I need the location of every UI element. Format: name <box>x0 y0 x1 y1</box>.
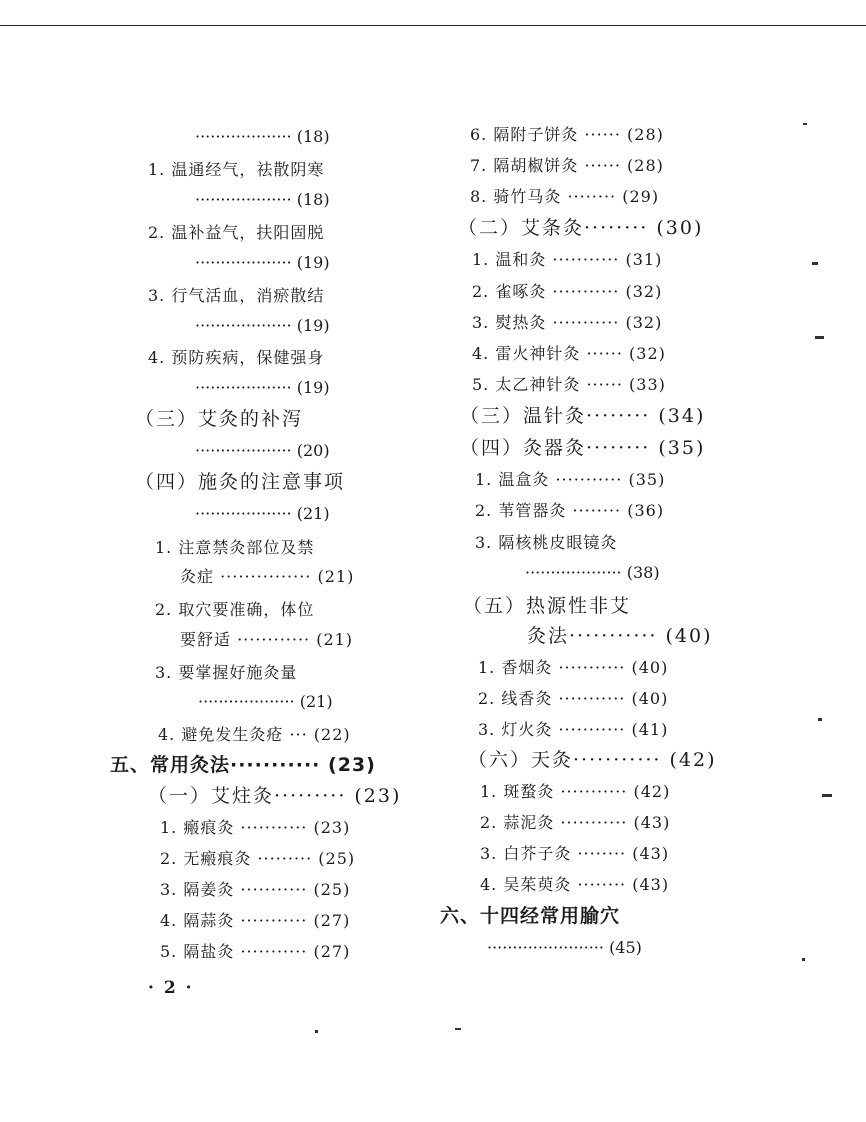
toc-entry: 5. 隔盐灸 ··········· (27) <box>160 942 351 961</box>
toc-entry: 2. 无瘢痕灸 ········· (25) <box>160 849 356 868</box>
toc-entry: ··················· (21) <box>195 504 330 523</box>
scan-speck <box>822 794 832 797</box>
toc-entry: 4. 吴茱萸灸 ········ (43) <box>480 875 670 894</box>
toc-entry: 3. 隔姜灸 ··········· (25) <box>160 880 351 899</box>
toc-entry: 1. 香烟灸 ··········· (40) <box>478 658 669 677</box>
toc-section-heading: （四）施灸的注意事项 <box>135 471 346 493</box>
toc-entry: 8. 骑竹马灸 ········ (29) <box>470 187 660 206</box>
toc-section-heading: （三）温针灸········ (34) <box>460 405 706 427</box>
toc-section-heading: （四）灸器灸········ (35) <box>460 437 706 459</box>
toc-entry: 6. 隔附子饼灸 ······ (28) <box>470 125 664 144</box>
toc-entry: ··················· (18) <box>195 190 330 209</box>
toc-entry: 5. 太乙神针灸 ······ (33) <box>472 375 666 394</box>
toc-section-heading: （二）艾条灸········ (30) <box>458 217 704 239</box>
toc-entry: 灸症 ··············· (21) <box>180 567 355 586</box>
toc-entry: 4. 预防疾病，保健强身 <box>148 348 325 367</box>
toc-entry: 3. 行气活血，消瘀散结 <box>148 286 325 305</box>
toc-entry: ······················· (45) <box>487 938 642 957</box>
toc-entry: 4. 隔蒜灸 ··········· (27) <box>160 911 351 930</box>
toc-entry: 1. 注意禁灸部位及禁 <box>155 538 315 557</box>
toc-section-heading: （五）热源性非艾 <box>463 595 632 617</box>
scan-speck <box>812 262 818 265</box>
toc-section-heading: （六）天灸··········· (42) <box>468 749 717 771</box>
toc-entry: 2. 雀啄灸 ··········· (32) <box>472 282 663 301</box>
toc-entry: ··················· (20) <box>195 441 330 460</box>
toc-entry: 2. 线香灸 ··········· (40) <box>478 689 669 708</box>
scan-speck <box>802 958 805 961</box>
toc-entry: ··················· (21) <box>198 692 333 711</box>
scan-speck <box>803 123 807 125</box>
toc-entry: 2. 取穴要准确，体位 <box>155 600 315 619</box>
toc-entry: ··················· (38) <box>525 563 660 582</box>
toc-entry: 4. 雷火神针灸 ······ (32) <box>472 344 666 363</box>
toc-entry: 3. 白芥子灸 ········ (43) <box>480 844 670 863</box>
toc-entry: ··················· (19) <box>195 316 330 335</box>
scan-speck <box>315 1030 318 1033</box>
scan-speck <box>815 336 824 339</box>
toc-entry: ··················· (19) <box>195 253 330 272</box>
toc-entry: 4. 避免发生灸疮 ··· (22) <box>158 725 351 744</box>
toc-entry: 1. 斑蝥灸 ··········· (42) <box>480 782 671 801</box>
toc-entry: ··················· (18) <box>195 127 330 146</box>
toc-entry: 3. 灯火灸 ··········· (41) <box>478 720 669 739</box>
scan-speck <box>455 1028 461 1030</box>
toc-entry: 1. 温和灸 ··········· (31) <box>472 250 663 269</box>
toc-chapter-heading: 五、常用灸法··········· (23) <box>110 754 376 776</box>
toc-entry: 1. 瘢痕灸 ··········· (23) <box>160 818 351 837</box>
toc-chapter-heading: 六、十四经常用腧穴 <box>440 905 621 927</box>
toc-entry: 3. 熨热灸 ··········· (32) <box>472 313 663 332</box>
toc-entry: 1. 温盒灸 ··········· (35) <box>475 470 666 489</box>
scan-speck <box>818 718 822 721</box>
toc-entry: 2. 温补益气，扶阳固脱 <box>148 223 325 242</box>
toc-entry: 要舒适 ············ (21) <box>180 630 354 649</box>
toc-entry: ··················· (19) <box>195 378 330 397</box>
toc-entry: 3. 隔核桃皮眼镜灸 <box>475 533 618 552</box>
page-number: · 2 · <box>148 978 194 998</box>
toc-section-heading: 灸法··········· (40) <box>527 625 713 647</box>
toc-entry: 2. 蒜泥灸 ··········· (43) <box>480 813 671 832</box>
toc-entry: 1. 温通经气，祛散阴寒 <box>148 160 325 179</box>
toc-entry: 3. 要掌握好施灸量 <box>155 663 298 682</box>
toc-section-heading: （三）艾灸的补泻 <box>135 408 304 430</box>
toc-entry: 7. 隔胡椒饼灸 ······ (28) <box>470 156 664 175</box>
toc-section-heading: （一）艾炷灸········· (23) <box>148 785 402 807</box>
toc-entry: 2. 苇管器灸 ········ (36) <box>475 501 665 520</box>
